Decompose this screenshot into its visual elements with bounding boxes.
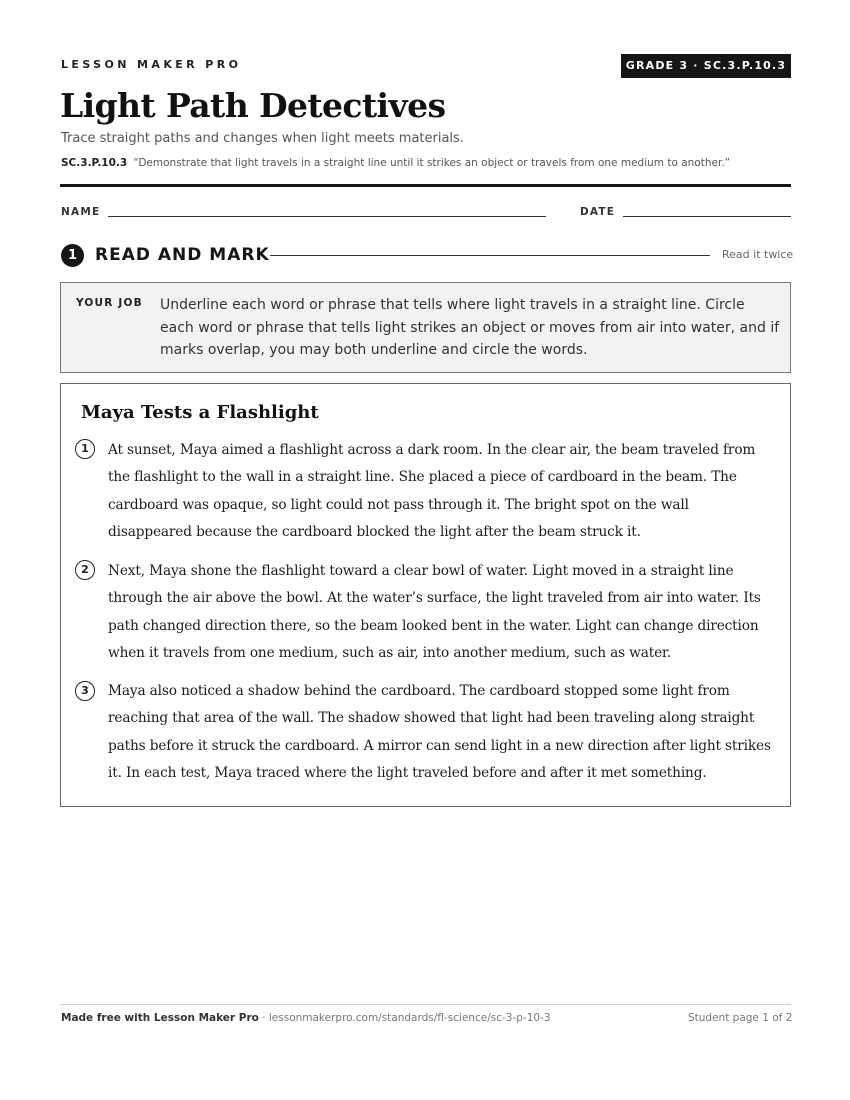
date-label: DATE [580, 206, 616, 218]
footer-credit [61, 1012, 551, 1024]
page-title: Light Path Detectives [60, 86, 446, 125]
standard-text: “Demonstrate that light travels in a straight line until it strikes an object or travels from one medium to another.” [133, 157, 731, 169]
footer-made-with: Made free with Lesson Maker Pro [61, 1012, 259, 1024]
header-divider [60, 184, 791, 187]
section-divider [270, 255, 710, 256]
paragraph-number: 3 [75, 681, 95, 701]
page-subtitle: Trace straight paths and changes when light meets materials. [61, 131, 464, 146]
instructions-label: YOUR JOB [76, 297, 143, 309]
brand-name: LESSON MAKER PRO [61, 58, 242, 71]
name-label: NAME [61, 206, 101, 218]
standard-line [61, 157, 730, 169]
footer-url[interactable]: · lessonmakerpro.com/standards/fl-science/sc-3-p-10-3 [258, 1012, 551, 1024]
reading-passage [60, 383, 791, 807]
date-field[interactable] [623, 216, 791, 217]
name-field[interactable] [108, 216, 546, 217]
instructions-box [60, 282, 791, 373]
passage-title: Maya Tests a Flashlight [81, 402, 319, 423]
passage-paragraph: Next, Maya shone the flashlight toward a clear bowl of water. Light moved in a straight line through the air above the bowl. At the water’s surface, the light traveled from air into water. Its path changed direction there, so the beam looked bent in the water. Light can change direction when it travels from one medium, such as air, into another medium, such as water. [108, 563, 761, 661]
standard-code: SC.3.P.10.3 [61, 157, 128, 169]
instructions-text: Underline each word or phrase that tells where light travels in a straight line. Circle each word or phrase that tells light strikes an object or moves from air into water, and if marks overlap, you may both underline and circle the words. [160, 297, 780, 358]
passage-paragraph: Maya also noticed a shadow behind the cardboard. The cardboard stopped some light from reaching that area of the wall. The shadow showed that light had been traveling along straight paths before it struck the cardboard. A mirror can send light in a new direction after light strikes it. In each test, Maya traced where the light traveled before and after it met something. [108, 683, 771, 781]
passage-paragraph: At sunset, Maya aimed a flashlight across a dark room. In the clear air, the beam traveled from the flashlight to the wall in a straight line. She placed a piece of cardboard in the beam. The cardboard was opaque, so light could not pass through it. The bright spot on the wall disappeared because the cardboard blocked the light after the beam struck it. [108, 442, 756, 540]
page-indicator: Student page 1 of 2 [688, 1012, 793, 1024]
grade-badge: GRADE 3 · SC.3.P.10.3 [621, 54, 791, 78]
section-note: Read it twice [722, 248, 794, 261]
paragraph-number: 1 [75, 439, 95, 459]
footer-divider [60, 1004, 791, 1005]
section-title: READ AND MARK [95, 245, 270, 265]
paragraph-number: 2 [75, 560, 95, 580]
section-number-badge: 1 [61, 244, 84, 267]
